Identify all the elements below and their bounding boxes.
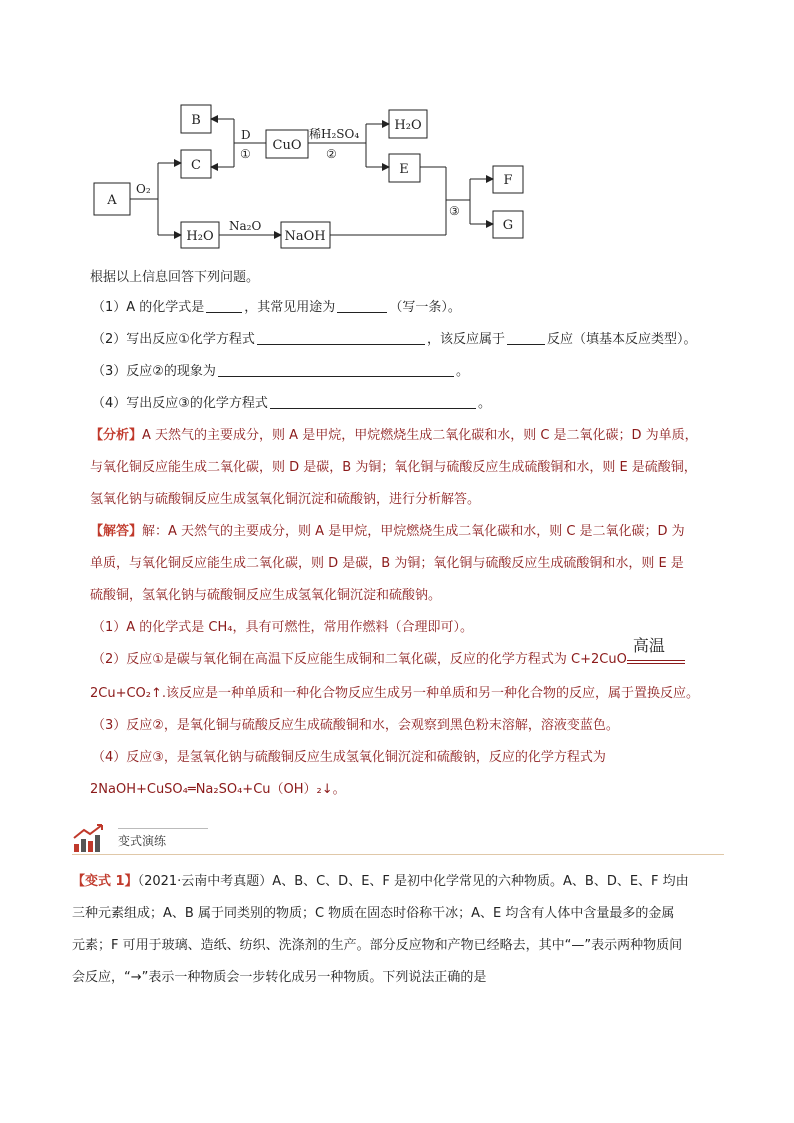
equation-condition <box>627 636 685 670</box>
solution-text: 解：A 天然气的主要成分，则 A 是甲烷，甲烷燃烧生成二氧化碳和水，则 C 是二氧化碳；D 为 <box>142 524 685 539</box>
box-H2O-bottom: H₂O <box>186 229 214 244</box>
label-reaction-3: ③ <box>449 204 460 218</box>
box-NaOH: NaOH <box>284 229 326 244</box>
q1-text-a: （1）A 的化学式是 <box>92 300 205 315</box>
answer-blank <box>218 362 454 377</box>
answer-blank <box>337 298 387 313</box>
analysis-line-3: 氢氧化钠与硫酸铜反应生成氢氧化铜沉淀和硫酸钠，进行分析解答。 <box>90 492 481 507</box>
variant-line-3: 元素；F 可用于玻璃、造纸、纺织、洗涤剂的生产。部分反应物和产物已经略去，其中“—”表示两种物质间 <box>72 938 683 953</box>
answer-blank <box>270 394 476 409</box>
analysis-line-2: 与氧化铜反应能生成二氧化碳，则 D 是碳，B 为铜；氧化铜与硫酸反应生成硫酸铜和水，则 E 是硫酸铜， <box>90 460 697 475</box>
answer-1: （1）A 的化学式是 CH₄，具有可燃性，常用作燃料（合理即可）。 <box>92 620 473 635</box>
question-1 <box>92 298 461 318</box>
answer-blank <box>257 330 425 345</box>
box-A: A <box>107 193 117 208</box>
box-E: E <box>399 162 409 177</box>
analysis-text: A 天然气的主要成分，则 A 是甲烷，甲烷燃烧生成二氧化碳和水，则 C 是二氧化碳；D 为单质， <box>142 428 698 443</box>
q1-text-c: （写一条）。 <box>389 300 461 315</box>
q3-text-b: 。 <box>455 364 469 379</box>
answer-blank <box>507 330 545 345</box>
answer-4-equation: 2NaOH+CuSO₄═Na₂SO₄+Cu（OH）₂↓。 <box>90 782 346 797</box>
box-H2O-top: H₂O <box>394 118 422 133</box>
answer-2-text: （2）反应①是碳与氧化铜在高温下反应能生成铜和二氧化碳，反应的化学方程式为 C+2CuO <box>92 652 627 667</box>
section-title: 变式演练 <box>118 834 167 848</box>
box-G: G <box>502 218 514 233</box>
question-3 <box>92 362 469 382</box>
q3-text-a: （3）反应②的现象为 <box>92 364 216 379</box>
answer-4: （4）反应③，是氢氧化钠与硫酸铜反应生成氢氧化铜沉淀和硫酸钠，反应的化学方程式为 <box>92 750 606 765</box>
box-CuO: CuO <box>272 138 302 153</box>
q2-text-b: ，该反应属于 <box>426 332 505 347</box>
reaction-flow-diagram <box>0 0 794 260</box>
q1-text-b: ，其常见用途为 <box>244 300 336 315</box>
analysis-line-1 <box>90 426 698 446</box>
variant-text: （2021·云南中考真题）A、B、C、D、E、F 是初中化学常见的六种物质。A、B、D、E、F 均由 <box>137 874 689 889</box>
condition-high-temperature: 高温 <box>632 636 665 655</box>
label-Na2O: Na₂O <box>229 219 262 233</box>
variant-line-1 <box>72 872 689 892</box>
answer-2 <box>92 636 685 670</box>
variant-line-4: 会反应，“→”表示一种物质会一步转化成另一种物质。下列说法正确的是 <box>72 970 487 985</box>
section-header <box>72 822 724 854</box>
box-C: C <box>191 158 201 173</box>
label-D: D <box>241 128 251 142</box>
answer-blank <box>206 298 242 313</box>
question-4 <box>92 394 491 414</box>
solution-line-2: 单质，与氧化铜反应能生成二氧化碳，则 D 是碳，B 为铜；氧化铜与硫酸反应生成硫酸铜和水，则 E 是 <box>90 556 684 571</box>
q2-text-a: （2）写出反应①化学方程式 <box>92 332 255 347</box>
intro-text: 根据以上信息回答下列问题。 <box>90 270 260 285</box>
q4-text-a: （4）写出反应③的化学方程式 <box>92 396 268 411</box>
variant-tag: 【变式 1】 <box>72 874 138 889</box>
solution-line-1 <box>90 522 685 542</box>
label-reaction-2: ② <box>326 147 337 161</box>
chart-growth-icon <box>72 822 108 854</box>
answer-2-continued: 2Cu+CO₂↑.该反应是一种单质和一种化合物反应生成另一种单质和另一种化合物的反应，属于置换反应。 <box>90 686 700 701</box>
q2-text-c: 反应（填基本反应类型）。 <box>546 332 697 347</box>
label-reaction-1: ① <box>240 147 251 161</box>
question-2 <box>92 330 696 350</box>
solution-line-3: 硫酸铜，氢氧化钠与硫酸铜反应生成氢氧化铜沉淀和硫酸钠。 <box>90 588 442 603</box>
label-O2: O₂ <box>136 182 151 196</box>
box-F: F <box>503 173 513 188</box>
analysis-tag: 【分析】 <box>90 428 143 443</box>
answer-3: （3）反应②，是氧化铜与硫酸反应生成硫酸铜和水，会观察到黑色粉末溶解，溶液变蓝色。 <box>92 718 619 733</box>
box-B: B <box>191 113 201 128</box>
q4-text-b: 。 <box>477 396 491 411</box>
solution-tag: 【解答】 <box>90 524 143 539</box>
label-dilute-h2so4: 稀H₂SO₄ <box>309 127 360 141</box>
variant-line-2: 三种元素组成；A、B 属于同类别的物质；C 物质在固态时俗称干冰；A、E 均含有人体中含量最多的金属 <box>72 906 675 921</box>
